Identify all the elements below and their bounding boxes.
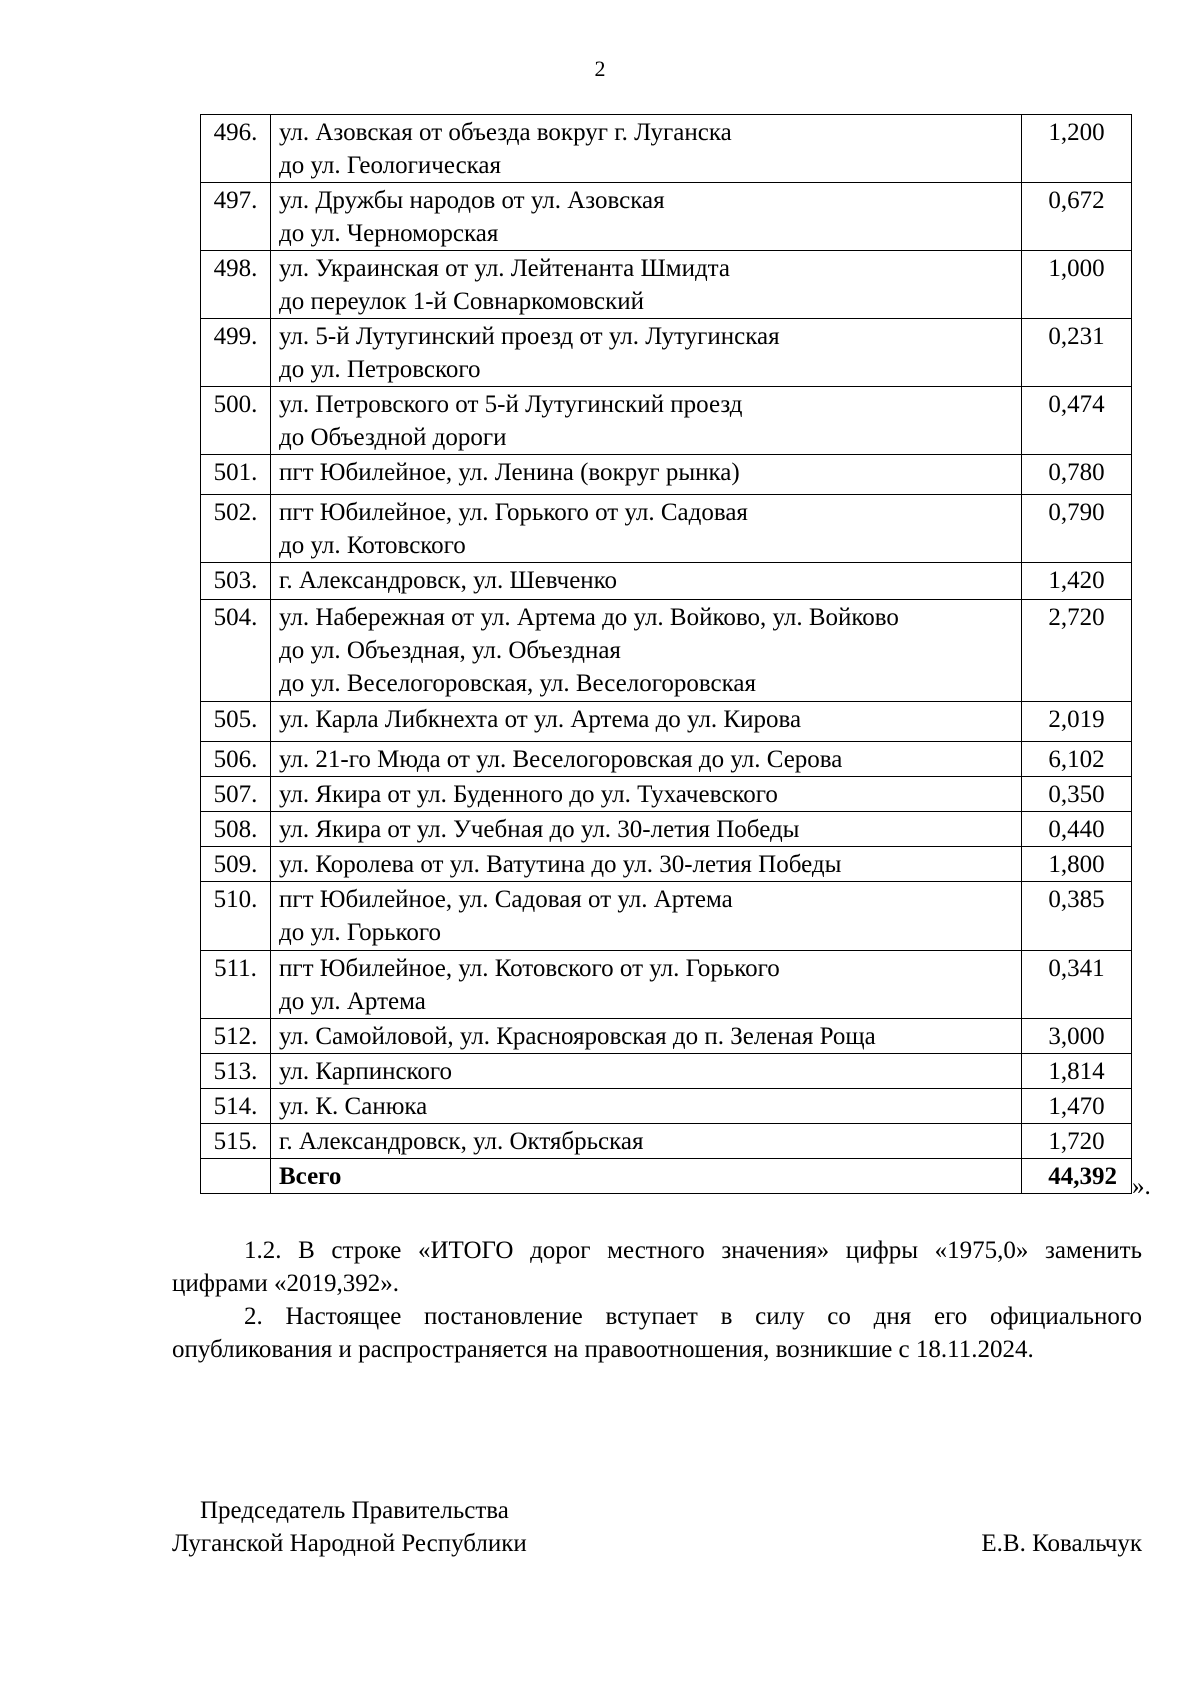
row-description: ул. Набережная от ул. Артема до ул. Войково, ул. Войково до ул. Объездная, ул. Объездная до ул. Веселогоровская, ул. Веселогоровская <box>271 600 1022 702</box>
row-number: 505. <box>201 702 271 742</box>
table-row <box>201 600 1132 702</box>
row-number: 497. <box>201 183 271 251</box>
row-number: 499. <box>201 319 271 387</box>
row-description: ул. Якира от ул. Учебная до ул. 30-летия Победы <box>271 812 1022 847</box>
paragraph-1-2: 1.2. В строке «ИТОГО дорог местного значения» цифры «1975,0» заменить цифрами «2019,392». <box>172 1237 1142 1297</box>
total-value: 44,392 <box>1022 1159 1132 1194</box>
row-number: 504. <box>201 600 271 702</box>
table-row <box>201 319 1132 387</box>
row-length: 0,440 <box>1022 812 1132 847</box>
table-row <box>201 847 1132 882</box>
row-number: 514. <box>201 1089 271 1124</box>
table-row <box>201 455 1132 495</box>
table-row <box>201 1019 1132 1054</box>
row-description: ул. 21-го Мюда от ул. Веселогоровская до ул. Серова <box>271 742 1022 777</box>
row-length: 0,672 <box>1022 183 1132 251</box>
row-length: 1,720 <box>1022 1124 1132 1159</box>
row-description: ул. Украинская от ул. Лейтенанта Шмидта до переулок 1-й Совнаркомовский <box>271 251 1022 319</box>
table-row <box>201 882 1132 951</box>
row-length: 1,800 <box>1022 847 1132 882</box>
row-length: 0,790 <box>1022 495 1132 563</box>
row-description: г. Александровск, ул. Октябрьская <box>271 1124 1022 1159</box>
table-row <box>201 742 1132 777</box>
table-row <box>201 183 1132 251</box>
row-length: 1,814 <box>1022 1054 1132 1089</box>
signature-title-line1: Председатель Правительства <box>200 1497 509 1524</box>
row-description: ул. Самойловой, ул. Краснояровская до п. Зеленая Роща <box>271 1019 1022 1054</box>
table-row <box>201 812 1132 847</box>
signature-title-line2: Луганской Народной Республики <box>172 1530 527 1557</box>
row-length: 1,420 <box>1022 563 1132 600</box>
row-number: 502. <box>201 495 271 563</box>
row-number: 513. <box>201 1054 271 1089</box>
row-number: 501. <box>201 455 271 495</box>
table-row <box>201 1054 1132 1089</box>
table-row <box>201 1089 1132 1124</box>
row-number: 512. <box>201 1019 271 1054</box>
row-length: 1,000 <box>1022 251 1132 319</box>
row-length: 2,019 <box>1022 702 1132 742</box>
row-length: 1,470 <box>1022 1089 1132 1124</box>
row-description: ул. Азовская от объезда вокруг г. Луганска до ул. Геологическая <box>271 115 1022 183</box>
row-description: пгт Юбилейное, ул. Садовая от ул. Артема до ул. Горького <box>271 882 1022 951</box>
row-number: 515. <box>201 1124 271 1159</box>
row-description: пгт Юбилейное, ул. Котовского от ул. Горького до ул. Артема <box>271 951 1022 1019</box>
row-number: 503. <box>201 563 271 600</box>
row-length: 0,780 <box>1022 455 1132 495</box>
table-row <box>201 387 1132 455</box>
row-number: 511. <box>201 951 271 1019</box>
row-description: ул. Карла Либкнехта от ул. Артема до ул. Кирова <box>271 702 1022 742</box>
row-number: 500. <box>201 387 271 455</box>
row-length: 3,000 <box>1022 1019 1132 1054</box>
row-length: 0,341 <box>1022 951 1132 1019</box>
page-number: 2 <box>594 56 606 81</box>
row-description: пгт Юбилейное, ул. Горького от ул. Садовая до ул. Котовского <box>271 495 1022 563</box>
table-row <box>201 115 1132 183</box>
row-description: ул. Якира от ул. Буденного до ул. Тухачевского <box>271 777 1022 812</box>
table-row <box>201 777 1132 812</box>
signature-name: Е.В. Ковальчук <box>981 1530 1142 1557</box>
row-length: 2,720 <box>1022 600 1132 702</box>
row-description: ул. Петровского от 5-й Лутугинский проезд до Объездной дороги <box>271 387 1022 455</box>
row-length: 0,385 <box>1022 882 1132 951</box>
signature-title <box>172 1494 527 1560</box>
row-number: 507. <box>201 777 271 812</box>
row-length: 0,350 <box>1022 777 1132 812</box>
row-description: ул. Карпинского <box>271 1054 1022 1089</box>
roads-table-body <box>201 115 1132 1194</box>
table-row <box>201 951 1132 1019</box>
row-length: 6,102 <box>1022 742 1132 777</box>
closing-quote: ». <box>1132 1173 1151 1200</box>
row-number: 498. <box>201 251 271 319</box>
table-row <box>201 563 1132 600</box>
row-number: 509. <box>201 847 271 882</box>
row-description: ул. Дружбы народов от ул. Азовская до ул. Черноморская <box>271 183 1022 251</box>
row-description: пгт Юбилейное, ул. Ленина (вокруг рынка) <box>271 455 1022 495</box>
row-length: 0,231 <box>1022 319 1132 387</box>
row-description: г. Александровск, ул. Шевченко <box>271 563 1022 600</box>
roads-table <box>200 114 1132 1194</box>
total-num-cell <box>201 1159 271 1194</box>
table-row <box>201 1124 1132 1159</box>
total-row <box>201 1159 1132 1194</box>
row-number: 508. <box>201 812 271 847</box>
row-number: 506. <box>201 742 271 777</box>
row-length: 1,200 <box>1022 115 1132 183</box>
row-description: ул. К. Санюка <box>271 1089 1022 1124</box>
table-row <box>201 495 1132 563</box>
row-description: ул. Королева от ул. Ватутина до ул. 30-летия Победы <box>271 847 1022 882</box>
paragraph-2: 2. Настоящее постановление вступает в силу со дня его официального опубликования и распространяется на правоотношения, возникшие с 18.11.2024. <box>172 1303 1142 1363</box>
row-number: 510. <box>201 882 271 951</box>
total-label: Всего <box>271 1159 1022 1194</box>
table-row <box>201 251 1132 319</box>
row-length: 0,474 <box>1022 387 1132 455</box>
table-row <box>201 702 1132 742</box>
row-description: ул. 5-й Лутугинский проезд от ул. Лутугинская до ул. Петровского <box>271 319 1022 387</box>
row-number: 496. <box>201 115 271 183</box>
